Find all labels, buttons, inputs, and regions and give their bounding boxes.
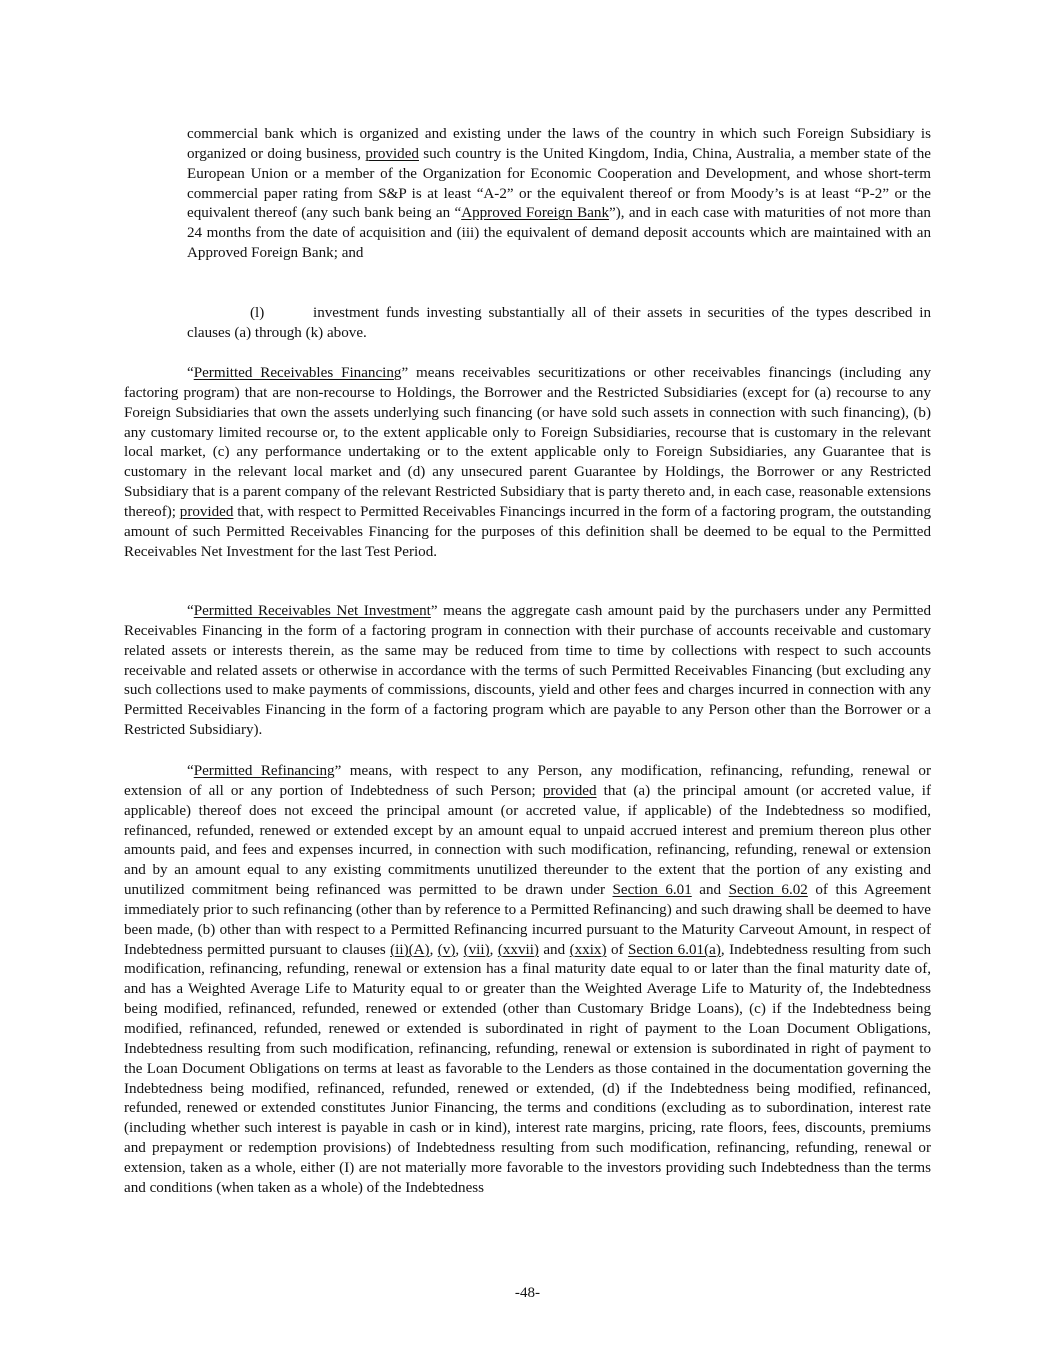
clause-k-continuation bbox=[187, 125, 931, 264]
text-run: that (a) the principal amount (or accreted value, if applicable) thereof does not exceed the principal amount (or accreted value, if applicable) of the Indebtedness so modified, refinanced, refunded, renewed or extended except by an amount equal to unpaid accrued interest and premium thereon plus other amounts paid, and fees and expenses incurred, in connection with such modification, refinancing, refunding, renewal or extension and by an amount equal to any existing commitments unutilized thereunder to the extent that the portion of any existing and unutilized commitment being refinanced was permitted to be drawn under bbox=[124, 782, 931, 899]
clause-number: (l) bbox=[250, 305, 265, 321]
text-run: ”), and in each case with maturities of not more than 24 months from the date of acquisition and (iii) the equivalent of demand deposit accounts which are maintained with an Approved Foreign Bank; and bbox=[187, 205, 931, 262]
underlined-term: provided bbox=[179, 503, 234, 520]
clause-reference: (ii)(A) bbox=[390, 941, 430, 958]
text-run: ” means, with respect to any Person, any modification, refinancing, refunding, renewal or extension of all or any portion of Indebtedness of such Person; bbox=[124, 763, 931, 799]
page-number: -48- bbox=[514, 1285, 541, 1301]
section-reference: Section 6.02 bbox=[728, 882, 808, 899]
text-run: and bbox=[691, 882, 729, 899]
text-run: such country is the United Kingdom, India, China, Australia, a member state of the European Union or a member of the Organization for Economic Cooperation and Development, and whose short-term commercial paper rating from S&P is at least “A-2” or the equivalent thereof or from Moody’s is at least “P-2” or the equivalent thereof (any such bank being an “ bbox=[187, 145, 931, 222]
clause-reference: (vii) bbox=[463, 941, 490, 958]
text-run: ” means the aggregate cash amount paid by the purchasers under any Permitted Receivables Financing in the form of a factoring program in connection with their purchase of accounts receivable and customary related assets or interests therein, as the same may be reduced from time to time by collections with respect to such accounts receivable and related assets or otherwise in accordance with the terms of such Permitted Receivables Financing (but excluding any such collections used to make payments of commissions, discounts, yield and other fees and charges incurred in connection with any Permitted Receivables Financing in the form of a factoring program which are payable to any Person other than the Borrower or a Restricted Subsidiary). bbox=[124, 603, 931, 739]
text-run: commercial bank which is organized and existing under the laws of the country in which such Foreign Subsidiary is organized or doing business, bbox=[187, 126, 931, 162]
text-run: , bbox=[489, 941, 498, 958]
text-run: that, with respect to Permitted Receivables Financings incurred in the form of a factoring program, the outstanding amount of such Permitted Receivables Financing for the purposes of this definition shall be deemed to be equal to the Permitted Receivables Net Investment for the last Test Period. bbox=[124, 503, 931, 560]
text-run: of this Agreement immediately prior to such refinancing (other than by reference to a Permitted Refinancing) and such drawing shall be deemed to have been made, (b) other than with respect to a Permitted Refinancing incurred pursuant to the Maturity Carveout Amount, in respect of Indebtedness permitted pursuant to clauses bbox=[124, 882, 932, 958]
quote-mark: “ bbox=[187, 763, 194, 779]
text-run: investment funds investing substantially all of their assets in securities of the types described in clauses (a) through (k) above. bbox=[187, 305, 931, 341]
clause-reference: (xxix) bbox=[569, 941, 607, 958]
text-run: and bbox=[538, 941, 570, 958]
definition-permitted-receivables-financing bbox=[124, 364, 931, 562]
defined-term-approved-foreign-bank: Approved Foreign Bank bbox=[461, 205, 610, 222]
underlined-term: provided bbox=[365, 145, 419, 162]
clause-reference: (xxvii) bbox=[497, 941, 539, 958]
definition-permitted-refinancing bbox=[124, 762, 931, 1199]
clause-l bbox=[187, 304, 931, 344]
text-run: , bbox=[455, 941, 464, 958]
text-run: , bbox=[429, 941, 438, 958]
section-reference: Section 6.01 bbox=[612, 882, 692, 899]
section-reference: Section 6.01(a) bbox=[627, 941, 721, 958]
text-run: ” means receivables securitizations or other receivables financings (including any factoring program) that are non-recourse to Holdings, the Borrower and the Restricted Subsidiaries (except for (a) recourse to any Foreign Subsidiaries that own the assets underlying such financing (or have sold such assets in connection with such financing), (b) any customary limited recourse or, to the extent applicable only to Foreign Subsidiaries, recourse that is customary in the relevant local market, (c) any performance undertaking or to the extent applicable only to Foreign Subsidiaries, any Guarantee that is customary in the relevant local market and (d) any unsecured parent Guarantee by Holdings, the Borrower or any Restricted Subsidiary that is a parent company of the relevant Restricted Subsidiary that is party thereto and, in each case, reasonable extensions thereof); bbox=[124, 365, 931, 520]
definition-permitted-receivables-net-investment bbox=[124, 602, 931, 741]
defined-term: Permitted Receivables Financing bbox=[193, 365, 402, 381]
text-run: , Indebtedness resulting from such modification, refinancing, refunding, renewal or extension has a final maturity date equal to or later than the final maturity date of, and has a Weighted Average Life to Maturity equal to or greater than the Weighted Average Life to Maturity of, the Indebtedness being modified, refinanced, refunded, renewed or extended (other than Customary Bridge Loans), (c) if the Indebtedness being modified, refinanced, refunded, renewed or extended is subordinated in right of payment to the Loan Document Obligations, Indebtedness resulting from such modification, refinancing, refunding, renewal or extension is subordinated in right of payment to the Loan Document Obligations on terms at least as favorable to the Lenders as those contained in the documentation governing the Indebtedness being modified, refinanced, refunded, renewed or extended, (d) if the Indebtedness being modified, refinanced, refunded, renewed or extended constitutes Junior Financing, the terms and conditions (excluding as to subordination, interest rate (including whether such interest is payable in cash or in kind), interest rate margins, pricing, rate floors, fees, discounts, premiums and prepayment or redemption provisions) of Indebtedness resulting from such modification, refinancing, refunding, renewal or extension, taken as a whole, either (I) are not materially more favorable to the investors providing such Indebtedness than the terms and conditions (when taken as a whole) of the Indebtedness bbox=[124, 941, 932, 1196]
clause-reference: (v) bbox=[437, 941, 456, 958]
quote-mark: “ bbox=[187, 603, 194, 619]
text-run: of bbox=[606, 941, 628, 958]
quote-mark: “ bbox=[187, 365, 194, 381]
defined-term: Permitted Refinancing bbox=[193, 763, 335, 779]
underlined-term: provided bbox=[542, 782, 597, 799]
defined-term: Permitted Receivables Net Investment bbox=[193, 603, 431, 619]
